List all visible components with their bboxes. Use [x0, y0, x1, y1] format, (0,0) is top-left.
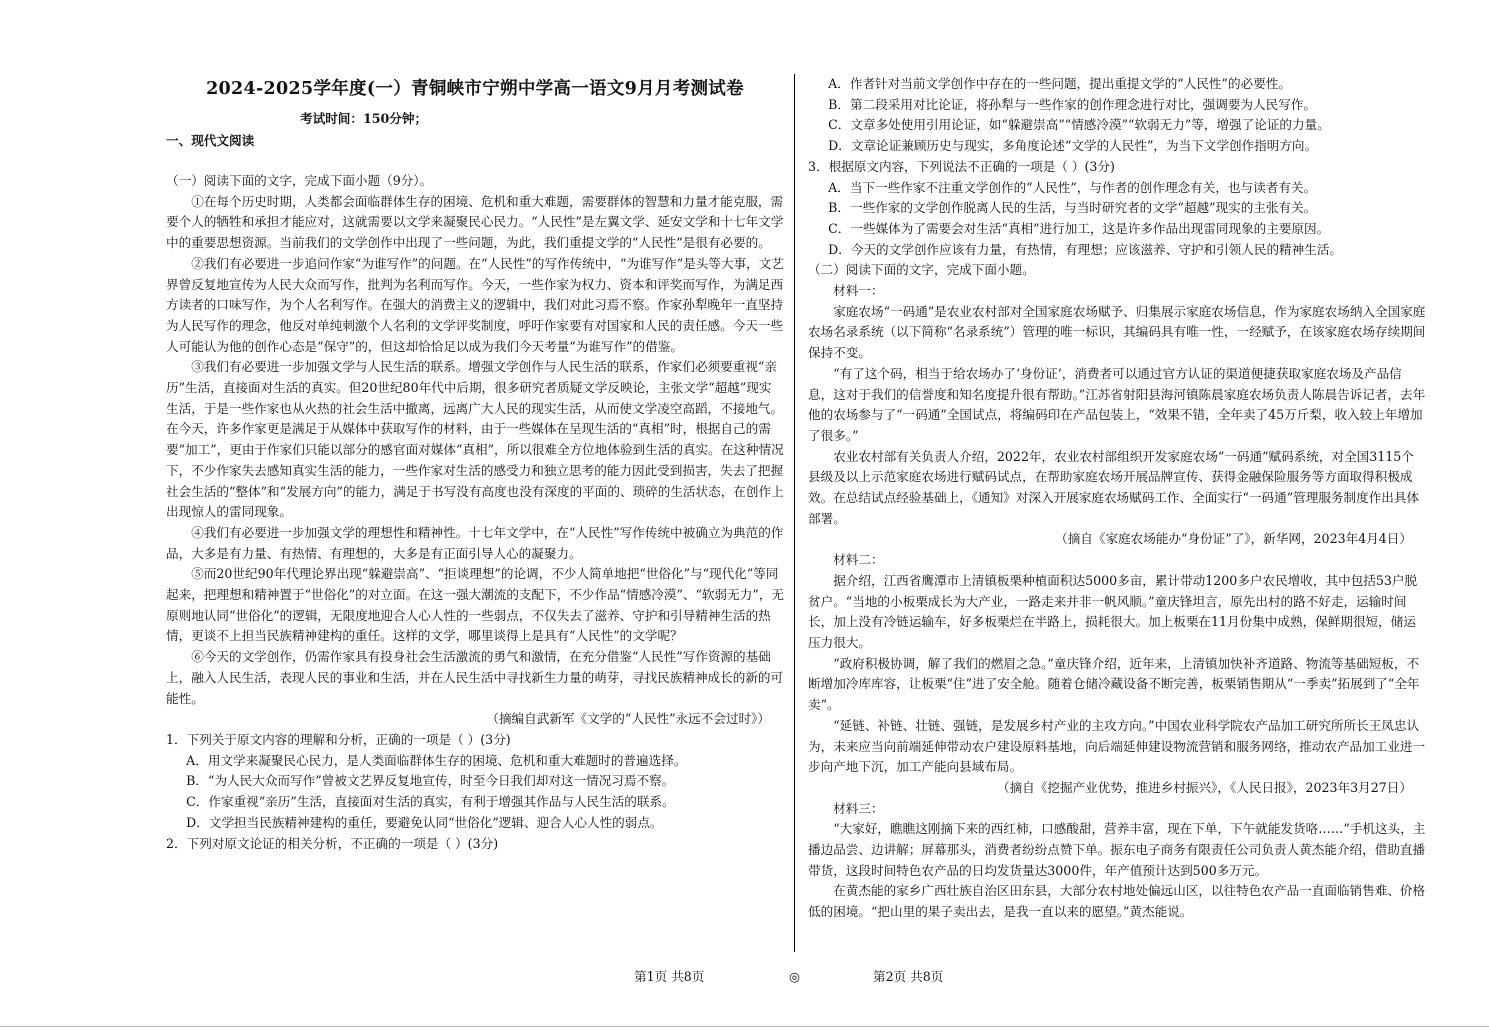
q3-option-c: C．一些媒体为了需要会对生活“真相”进行加工，这是许多作品出现雷同现象的主要原因。 — [828, 220, 1330, 236]
part1-intro: （一）阅读下面的文字，完成下面小题（9分）。 — [166, 173, 433, 188]
text-source: （摘编自武新军《文学的“人民性”永远不会过时》） — [486, 711, 770, 727]
question-2: 2．下列对原文论证的相关分析，不正确的一项是（ ）(3分) — [166, 835, 499, 851]
exam-time: 考试时间：150分钟； — [300, 111, 428, 126]
q1-option-d: D．文学担当民族精神建构的重任，要避免认同“世俗化”逻辑、迎合人心人性的弱点。 — [186, 814, 663, 830]
paragraph-4: ④我们有必要进一步加强文学的理想性和精神性。十七年文学中，在“人民性”写作传统中被确立为典范的作品，大多是有力量、有热情、有理想的，大多是有正面引导人心的凝聚力。 — [166, 524, 784, 561]
section-heading: 一、现代文阅读 — [166, 133, 255, 148]
part2-intro: （二）阅读下面的文字，完成下面小题。 — [808, 262, 1035, 278]
m3-paragraph-1: “大家好，瞧瞧这刚摘下来的西红柿，口感酸甜，营养丰富，现在下单，下午就能发货咯……”手机这头，主播边品尝、边讲解；屏幕那头，消费者纷纷点赞下单。振东电子商务有限责任公司负责人黄杰能介绍，借助直播带货，这段时间特色农产品的日均发货量达3000件，年产值预计达到500多万元。 — [808, 821, 1426, 878]
material-3-label: 材料三： — [833, 800, 884, 816]
question-1: 1．下列关于原文内容的理解和分析，正确的一项是（ ）(3分) — [166, 731, 511, 747]
q1-option-b: B．“为人民大众而写作”曾被文艺界反复地宣传，时至今日我们却对这一情况习焉不察。 — [186, 773, 675, 789]
m1-paragraph-1: 家庭农场“一码通”是农业农村部对全国家庭农场赋予、归集展示家庭农场信息，作为家庭农场纳入全国家庭农场名录系统（以下简称“名录系统”）管理的唯一标识，其编码具有唯一性，一经赋予，在该家庭农场存续期间保持不变。 — [808, 303, 1426, 361]
m2-paragraph-3: “延链、补链、壮链、强链，是发展乡村产业的主攻方向。”中国农业科学院农产品加工研究所所长王凤忠认为，未来应当向前端延伸带动农户建设原料基地，向后端延伸建设物流营销和服务网络，推动农产品加工业进一步向产地下沉，加工产能向县域布局。 — [808, 717, 1426, 775]
spacer — [166, 152, 784, 171]
material-2-source: （摘自《挖掘产业优势，推进乡村振兴》，《人民日报》，2023年3月27日） — [996, 779, 1412, 795]
m1-paragraph-2: “有了这个码，相当于给农场办了‘身份证’，消费者可以通过官方认证的渠道便捷获取家庭农场及产品信息，这对于我们的信誉度和知名度提升很有帮助。”江苏省射阳县海河镇陈晨家庭农场负责人陈晨告诉记者，去年他的农场参与了“一码通”全国试点，将编码印在产品包装上，“效果不错，全年卖了45万斤梨，收入较上年增加了很多。” — [808, 365, 1426, 443]
right-column — [808, 74, 1426, 923]
page-number-left: 第1页 共8页 — [634, 969, 705, 984]
paragraph-2: ②我们有必要进一步追问作家“为谁写作”的问题。在“人民性”的写作传统中，“为谁写作”是头等大事，文艺界曾反复地宣传为人民大众而写作，批判为名利而写作。今天，一些作家为权力、资本和评奖而写作，为满足西方读者的口味写作，为个人名利写作。在强大的消费主义的逻辑中，我们对此习焉不察。作家孙犁晚年一直坚持为人民写作的理念，他反对单纯刺激个人名利的文学评奖制度，呼吁作家要有对国家和人民的责任感。今天一些人可能认为他的创作心态是“保守”的，但这却恰恰足以成为我们今天考量“为谁写作”的借鉴。 — [166, 255, 784, 354]
paragraph-3: ③我们有必要进一步加强文学与人民生活的联系。增强文学创作与人民生活的联系，作家们必须要重视“亲历”生活，直接面对生活的真实。但20世纪80年代中后期，很多研究者质疑文学反映论，主张文学“超越”现实生活，于是一些作家也从火热的社会生活中撤离，远离广大人民的现实生活，从而使文学凌空高蹈，不接地气。在今天，许多作家更是满足于从媒体中获取写作的材料，由于一些媒体在呈现生活的“真相”时，根据自己的需要“加工”，更由于作家们只能以部分的感官面对媒体“真相”，所以很难全方位地体验到生活的真实。在这种情况下，不少作家失去感知真实生活的能力，一些作家对生活的感受力和独立思考的能力因此受到损害，失去了把握社会生活的“整体”和“发展方向”的能力，满足于书写没有高度也没有深度的平面的、琐碎的生活状态，在创作上出现惊人的雷同现象。 — [166, 359, 784, 520]
column-divider — [794, 74, 795, 952]
page-number-right: 第2页 共8页 — [873, 969, 944, 984]
center-symbol-icon: ◎ — [789, 969, 800, 984]
m2-paragraph-2: “政府积极协调，解了我们的燃眉之急。”童庆锋介绍，近年来，上清镇加快补齐道路、物流等基础短板，不断增加冷库库容，让板栗“住”进了安全舱。随着仓储冷藏设备不断完善，板栗销售期从“一季卖”拓展到了“全年卖”。 — [808, 655, 1420, 713]
q3-option-d: D．今天的文学创作应该有力量，有热情，有理想；应该滋养、守护和引领人民的精神生活。 — [828, 241, 1343, 257]
material-1-label: 材料一： — [833, 283, 884, 299]
m2-paragraph-1: 据介绍，江西省鹰潭市上清镇板栗种植面积达5000多亩，累计带动1200多户农民增收，其中包括53户脱贫户。“当地的小板栗成长为大产业，一路走来并非一帆风顺。”童庆锋坦言，原先出村的路不好走，运输时间长，加上没有冷链运输车，好多板栗烂在半路上，损耗很大。加上板栗在11月份集中成熟，保鲜期很短，储运压力很大。 — [808, 572, 1418, 650]
q3-option-a: A．当下一些作家不注重文学创作的“人民性”，与作者的创作理念有关，也与读者有关。 — [828, 179, 1317, 195]
m3-paragraph-2: 在黄杰能的家乡广西壮族自治区田东县，大部分农村地处偏远山区，以往特色农产品一直面临销售难、价格低的困境。“把山里的果子卖出去，是我一直以来的愿望。”黄杰能说。 — [808, 883, 1426, 920]
material-2-label: 材料二： — [833, 552, 884, 568]
paragraph-6: ⑥今天的文学创作，仍需作家具有投身社会生活激流的勇气和激情，在充分借鉴“人民性”写作资源的基础上，融入人民生活，表现人民的事业和生活，并在人民生活中寻找新生力量的萌芽，寻找民族精神成长的新的可能性。 — [166, 649, 784, 706]
q2-option-b: B．第二段采用对比论证，将孙犁与一些作家的创作理念进行对比，强调要为人民写作。 — [828, 96, 1316, 112]
paragraph-5: ⑤而20世纪90年代理论界出现“躲避崇高”、“拒谈理想”的论调，不少人简单地把“世俗化”与“现代化”等同起来，把理想和精神置于“世俗化”的对立面。在这一强大潮流的支配下，不少作品“情感冷漠”、“软弱无力”，无原则地认同“世俗化”的逻辑，无限度地迎合人心人性的一些弱点，不仅失去了滋养、守护和引导精神生活的热情，更谈不上担当民族精神建构的重任。这样的文学，哪里谈得上是具有“人民性”的文学呢？ — [166, 566, 784, 644]
page-bottom-edge — [0, 1026, 1489, 1027]
m1-paragraph-3: 农业农村部有关负责人介绍，2022年，农业农村部组织开发家庭农场“一码通”赋码系统，对全国3115个县级及以上示范家庭农场进行赋码试点，在帮助家庭农场开展品牌宣传、获得金融保险服务等方面取得积极成效。在总结试点经验基础上，《通知》对深入开展家庭农场赋码工作、全面实行“一码通”管理服务制度作出具体部署。 — [808, 448, 1420, 526]
paragraph-1: ①在每个历史时期，人类都会面临群体生存的困境、危机和重大难题，需要群体的智慧和力量才能克服，需要个人的牺牲和承担才能应对，这就需要以文学来凝聚民心民力。“人民性”是左翼文学、延安文学和十七年文学中的重要思想资源。当前我们的文学创作中出现了一些问题，为此，我们重提文学的“人民性”是很有必要的。 — [166, 193, 784, 251]
exam-title: 2024-2025学年度(一）青铜峡市宁朔中学高一语文9月月考测试卷 — [206, 79, 744, 99]
q2-option-d: D．文章论证兼顾历史与现实，多角度论述“文学的人民性”，为当下文学创作指明方向。 — [828, 138, 1318, 154]
q2-option-c: C．文章多处使用引用论证，如“躲避崇高”“情感冷漠”“软弱无力”等，增强了论证的力量。 — [828, 117, 1330, 133]
material-1-source: （摘自《家庭农场能办“身份证”了》，新华网，2023年4月4日） — [1055, 531, 1412, 547]
q1-option-c: C．作家重视“亲历”生活，直接面对生活的真实，有利于增强其作品与人民生活的联系。 — [186, 794, 675, 810]
q1-option-a: A．用文学来凝聚民心民力，是人类面临群体生存的困境、危机和重大难题时的普遍选择。 — [186, 752, 687, 768]
q3-option-b: B．一些作家的文学创作脱离人民的生活，与当时研究者的文学“超越”现实的主张有关。 — [828, 200, 1317, 216]
left-column — [166, 74, 784, 854]
q2-option-a: A．作者针对当前文学创作中存在的一些问题，提出重提文学的“人民性”的必要性。 — [828, 76, 1291, 91]
question-3: 3．根据原文内容，下列说法不正确的一项是（ ）(3分) — [808, 158, 1115, 174]
